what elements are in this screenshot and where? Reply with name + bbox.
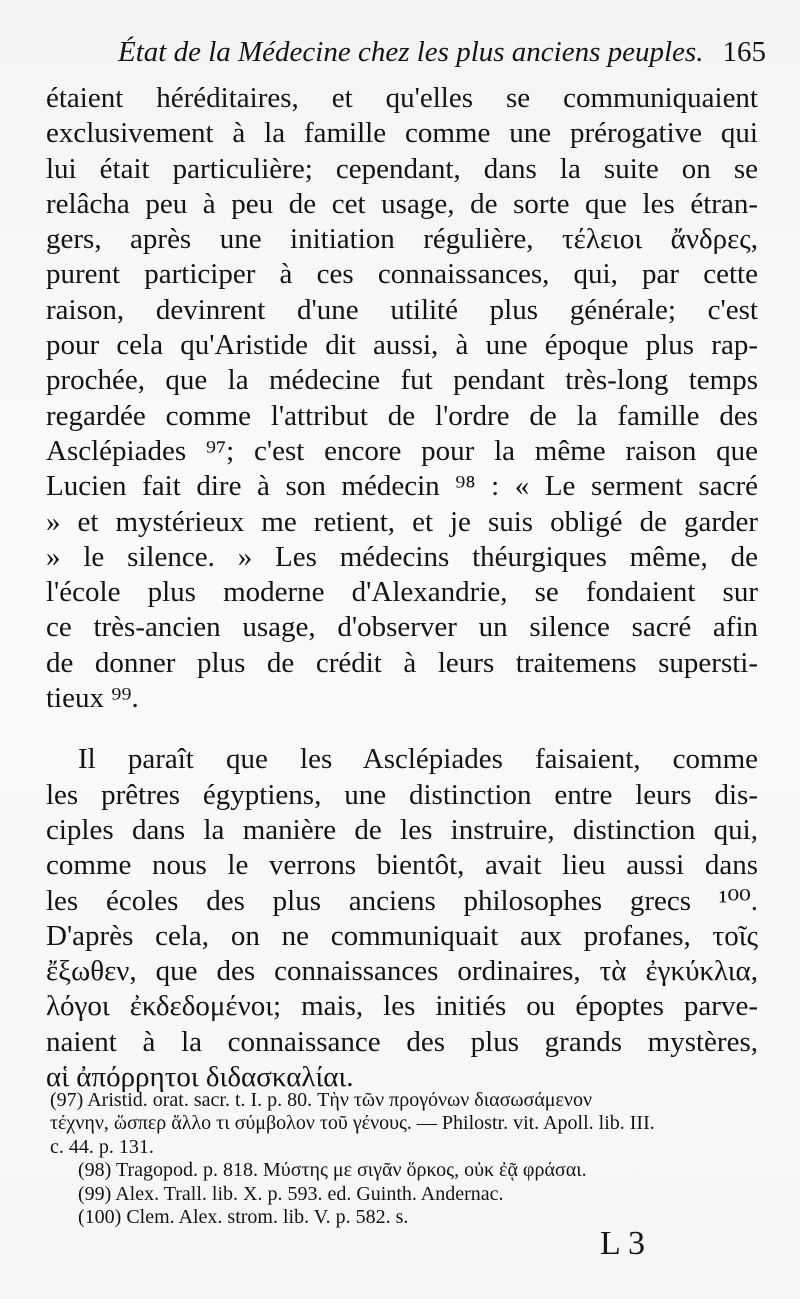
text-line: exclusivement à la famille comme une prérogative qui [46, 117, 758, 150]
text-line: de donner plus de crédit à leurs traitemens supersti- [46, 646, 758, 679]
text-line: » le silence. » Les médecins théurgiques même, de [46, 540, 758, 573]
text-line: purent participer à ces connaissances, qui, par cette [46, 258, 758, 291]
text-line: relâcha peu à peu de cet usage, de sorte que les étran- [46, 187, 758, 220]
text-line: ce très-ancien usage, d'observer un silence sacré afin [46, 611, 758, 644]
page-number: 165 [722, 36, 766, 68]
text-line: l'école plus moderne d'Alexandrie, se fondaient sur [46, 576, 758, 609]
paragraph-gap [46, 716, 758, 742]
text-line: naient à la connaissance des plus grands mystères, [46, 1025, 758, 1058]
text-line: étaient héréditaires, et qu'elles se communiquaient [46, 82, 758, 114]
text-line: Il paraît que les Asclépiades faisaient, comme [78, 743, 758, 776]
footnote-line: (99) Alex. Trall. lib. X. p. 593. ed. Guinth. Andernac. [78, 1182, 504, 1205]
text-line: λόγοι ἐκδεδομένοι; mais, les initiés ou époptes parve- [46, 990, 758, 1023]
text-line: prochée, que la médecine fut pendant très-long temps [46, 364, 758, 397]
text-line: tieux ⁹⁹. [46, 682, 139, 715]
text-line: pour cela qu'Aristide dit aussi, à une époque plus rap- [46, 329, 758, 362]
text-line: comme nous le verrons bientôt, avait lieu aussi dans [46, 849, 758, 882]
text-line: les prêtres égyptiens, une distinction entre leurs dis- [46, 778, 758, 811]
text-line: ciples dans la manière de les instruire, distinction qui, [46, 813, 758, 846]
footnote-line: τέχνην, ὥσπερ ἄλλο τι σύμβολον τοῦ γένους. — Philostr. vit. Apoll. lib. III. [50, 1112, 655, 1135]
text-line: » et mystérieux me retient, et je suis obligé de garder [46, 505, 758, 538]
footnote-line: (100) Clem. Alex. strom. lib. V. p. 582. s. [78, 1205, 409, 1228]
footnotes [50, 1089, 762, 1229]
main-text [46, 81, 758, 1095]
running-title: État de la Médecine chez les plus anciens peuples. [118, 36, 704, 68]
text-line: D'après cela, on ne communiquait aux profanes, τοῖς [46, 919, 758, 952]
text-line: αἱ ἀπόρρητοι διδασκαλίαι. [46, 1061, 354, 1094]
text-line: lui était particulière; cependant, dans la suite on se [46, 152, 758, 185]
signature-mark: L 3 [600, 1225, 646, 1262]
text-line: Lucien fait dire à son médecin ⁹⁸ : « Le serment sacré [46, 470, 758, 503]
text-line: regardée comme l'attribut de l'ordre de la famille des [46, 399, 758, 432]
page-header [118, 30, 766, 74]
text-line: les écoles des plus anciens philosophes grecs ¹⁰⁰. [46, 884, 758, 917]
footnote-line: c. 44. p. 131. [50, 1135, 154, 1158]
footnote-line: (97) Aristid. orat. sacr. t. I. p. 80. Τὴν τῶν προγόνων διασωσάμενον [50, 1089, 593, 1111]
text-line: Asclépiades ⁹⁷; c'est encore pour la même raison que [46, 434, 758, 467]
text-line: gers, après une initiation régulière, τέλειοι ἄνδρες, [46, 223, 758, 256]
text-line: ἔξωθεν, que des connaissances ordinaires, τὰ ἐγκύκλια, [46, 955, 758, 988]
footnote-line: (98) Tragopod. p. 818. Μύστης με σιγᾶν ὅρκος, οὐκ ἐᾷ φράσαι. [78, 1159, 587, 1182]
text-line: raison, devinrent d'une utilité plus générale; c'est [46, 293, 758, 326]
